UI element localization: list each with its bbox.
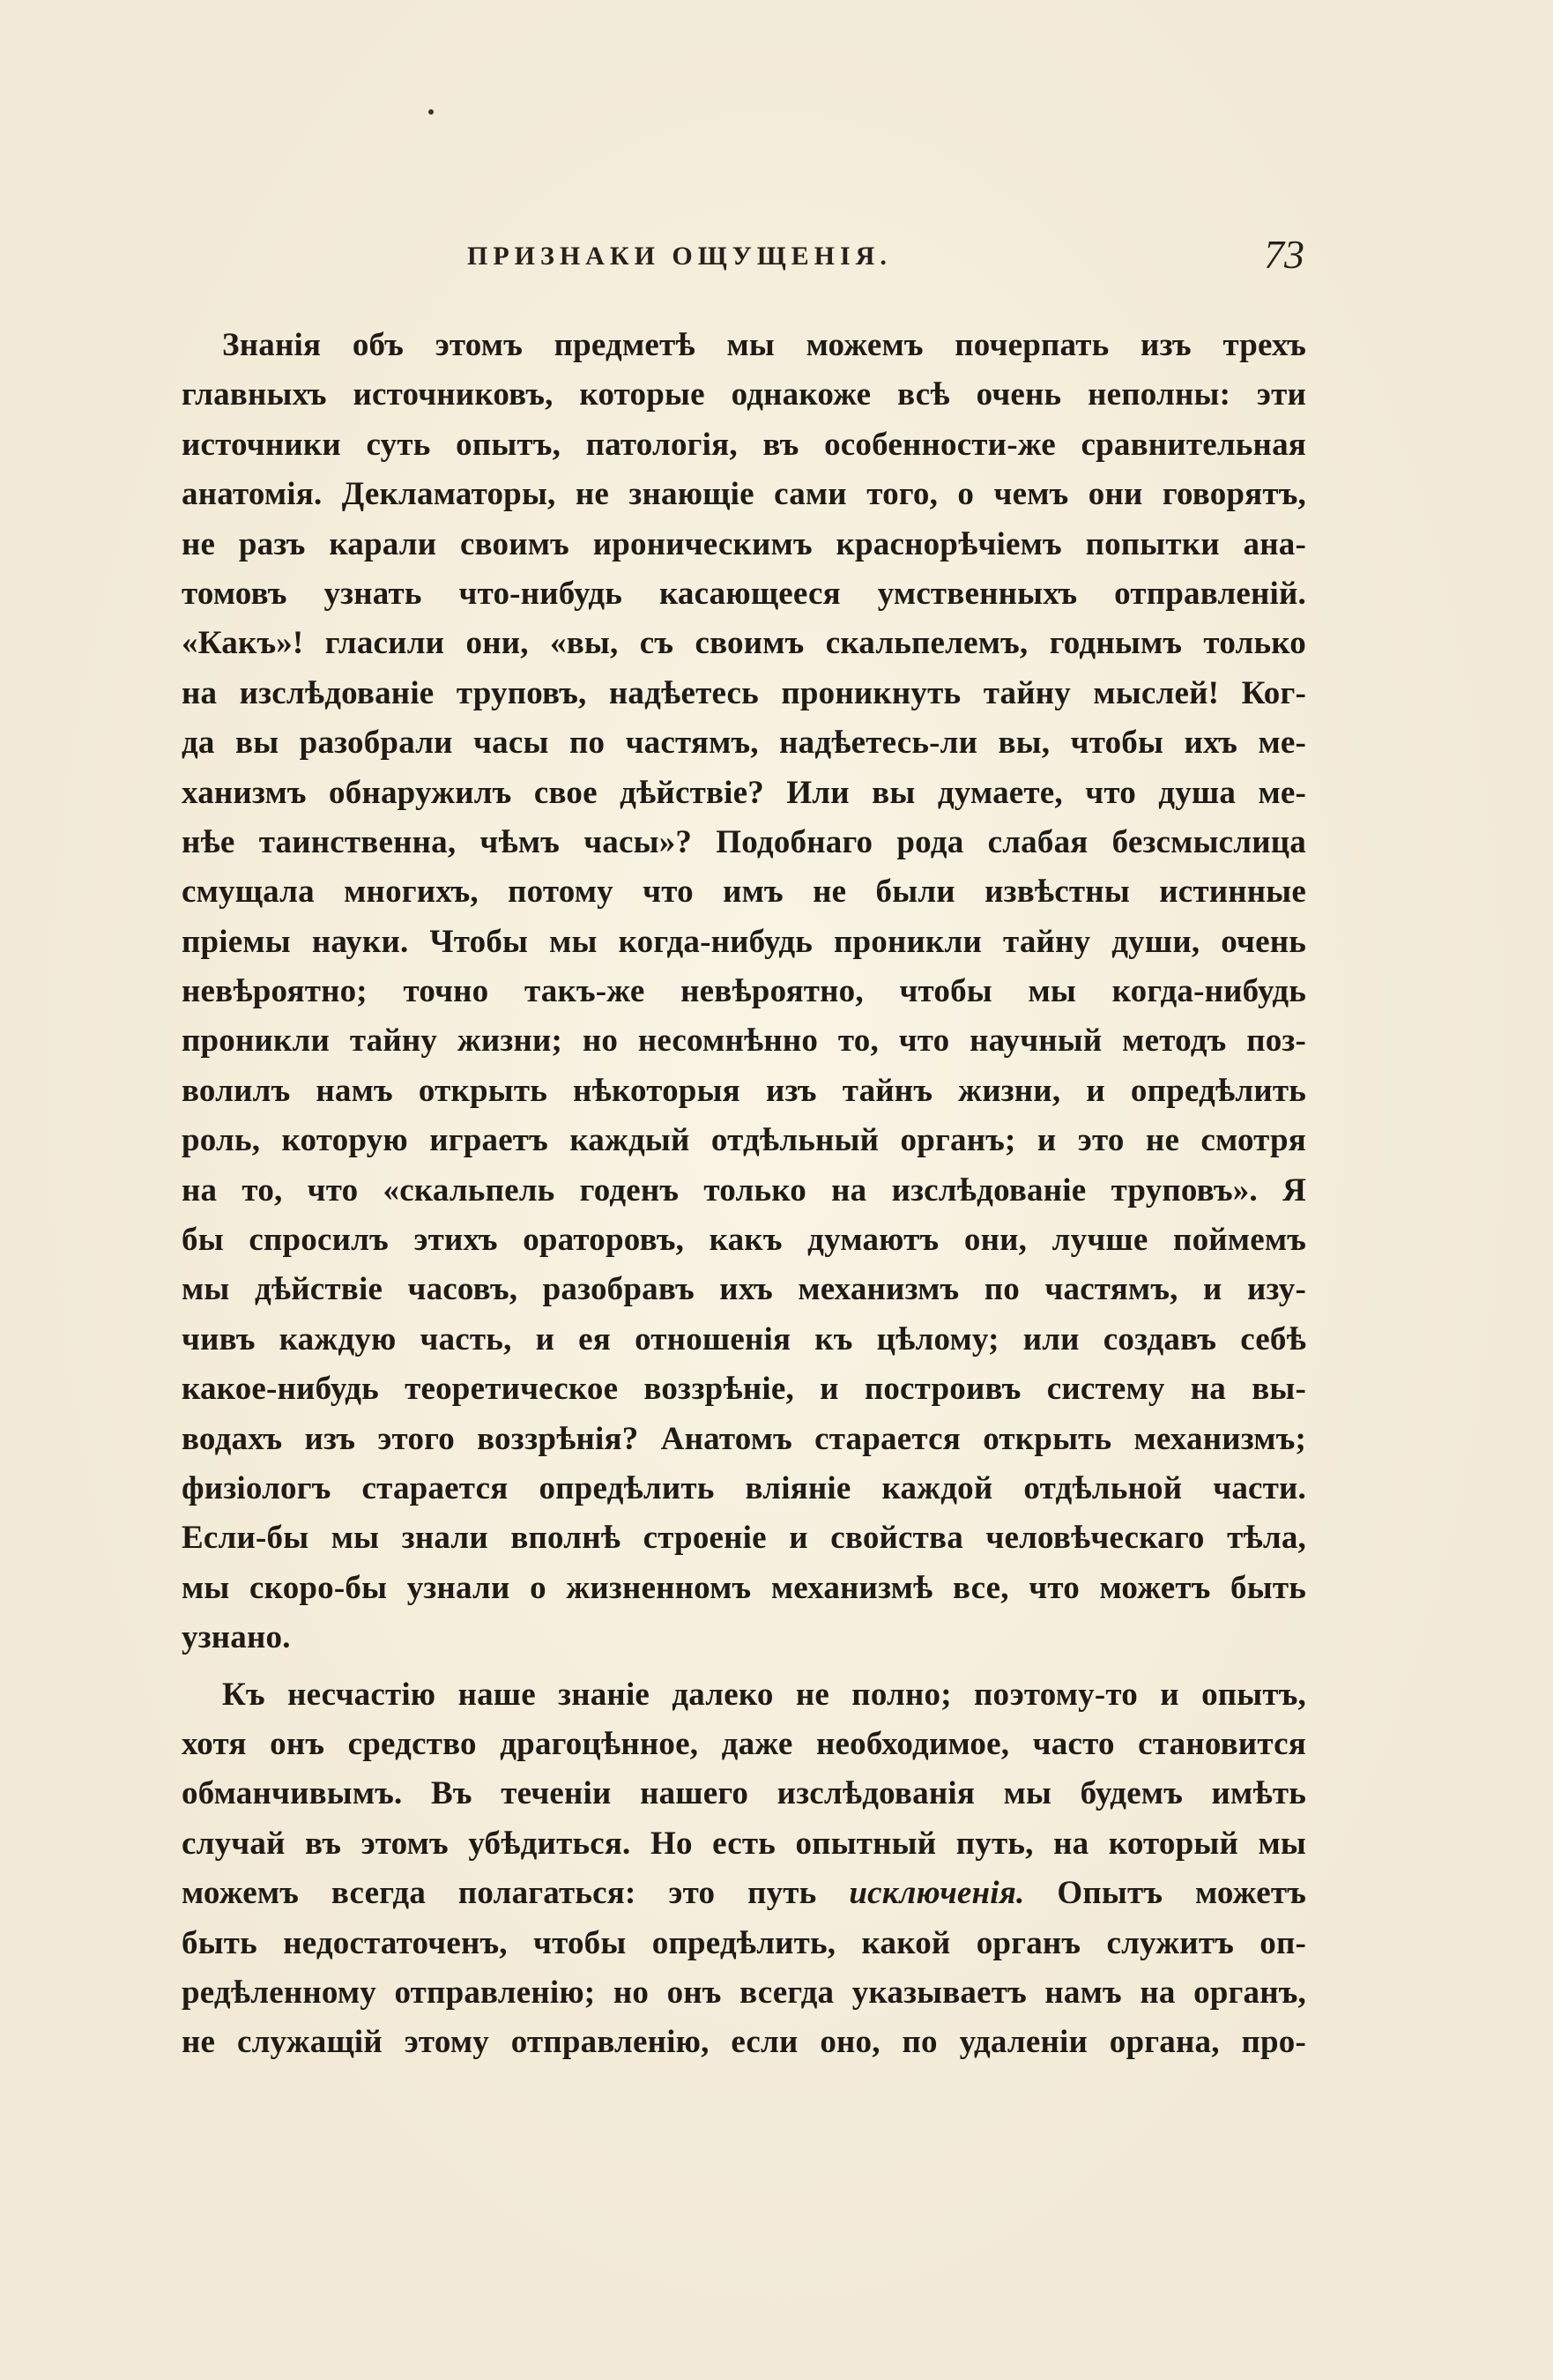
text-line: источники суть опытъ, патологія, въ особенности-же сравнительная [182, 426, 1306, 463]
text-line: случай въ этомъ убѣдиться. Но есть опытный путь, на который мы [182, 1825, 1306, 1862]
text-line: да вы разобрали часы по частямъ, надѣетесь-ли вы, чтобы ихъ ме- [182, 725, 1306, 762]
text-line: Знанія объ этомъ предметѣ мы можемъ почерпать изъ трехъ [222, 327, 1306, 363]
text-line: «Какъ»! гласили они, «вы, съ своимъ скальпелемъ, годнымъ только [182, 625, 1306, 662]
text-line: не служащій этому отправленію, если оно, по удаленіи органа, про- [182, 2024, 1306, 2061]
text-line: томовъ узнать что-нибудь касающееся умственныхъ отправленій. [182, 575, 1306, 612]
text-line: не разъ карали своимъ ироническимъ краснорѣчіемъ попытки ана- [182, 525, 1306, 562]
text-line: невѣроятно; точно такъ-же невѣроятно, чтобы мы когда-нибудь [182, 973, 1306, 1010]
text-line: водахъ изъ этого воззрѣнія? Анатомъ старается открыть механизмъ; [182, 1420, 1306, 1457]
text-line: анатомія. Декламаторы, не знающіе сами того, о чемъ они говорятъ, [182, 476, 1306, 513]
text-line: узнано. [182, 1619, 291, 1656]
text-line: быть недостаточенъ, чтобы опредѣлить, какой органъ служитъ оп- [182, 1924, 1306, 1961]
text-line: смущала многихъ, потому что имъ не были извѣстны истинные [182, 874, 1306, 911]
text-line: хотя онъ средство драгоцѣнное, даже необходимое, часто становится [182, 1725, 1306, 1762]
text-line: на то, что «скальпель годенъ только на изслѣдованіе труповъ». Я [182, 1171, 1306, 1209]
text-line: какое-нибудь теоретическое воззрѣніе, и построивъ систему на вы- [182, 1371, 1306, 1408]
text-line: физіологъ старается опредѣлить вліяніе каждой отдѣльной части. [182, 1469, 1306, 1506]
paragraph-2 [182, 1670, 1306, 2068]
text-line: роль, которую играетъ каждый отдѣльный органъ; и это не смотря [182, 1122, 1306, 1159]
text-line: волилъ намъ открыть нѣкоторыя изъ тайнъ жизни, и опредѣлить [182, 1072, 1306, 1109]
text-line: на изслѣдованіе труповъ, надѣетесь проникнуть тайну мыслей! Ког- [182, 674, 1306, 711]
text-line: ханизмъ обнаружилъ свое дѣйствіе? Или вы думаете, что душа ме- [182, 774, 1306, 811]
text-segment: Опытъ можетъ [1024, 1875, 1306, 1912]
text-line: нѣе таинственна, чѣмъ часы»? Подобнаго рода слабая безсмыслица [182, 823, 1306, 860]
text-line: Къ несчастію наше знаніе далеко не полно; поэтому-то и опытъ, [222, 1676, 1306, 1713]
ink-speck [428, 109, 434, 115]
text-line: мы скоро-бы узнали о жизненномъ механизмѣ все, что можетъ быть [182, 1569, 1306, 1606]
italic-term: исключенія. [849, 1875, 1025, 1912]
text-line: проникли тайну жизни; но несомнѣнно то, что научный методъ поз- [182, 1023, 1306, 1060]
page-number: 73 [1264, 232, 1304, 277]
paragraph-1 [182, 321, 1306, 1663]
text-line: редѣленному отправленію; но онъ всегда указываетъ намъ на органъ, [182, 1974, 1306, 2011]
text-line: бы спросилъ этихъ ораторовъ, какъ думаютъ они, лучше поймемъ [182, 1222, 1306, 1259]
text-line-with-italic [182, 1869, 1306, 1918]
running-title: ПРИЗНАКИ ОЩУЩЕНІЯ. [467, 242, 892, 271]
text-segment: можемъ всегда полагаться: это путь [182, 1875, 850, 1912]
text-line: пріемы науки. Чтобы мы когда-нибудь проникли тайну души, очень [182, 923, 1306, 960]
text-line: главныхъ источниковъ, которые однакоже всѣ очень неполны: эти [182, 376, 1306, 413]
text-line: обманчивымъ. Въ теченіи нашего изслѣдованія мы будемъ имѣть [182, 1775, 1306, 1812]
text-line: Если-бы мы знали вполнѣ строеніе и свойства человѣческаго тѣла, [182, 1520, 1306, 1557]
text-line: чивъ каждую часть, и ея отношенія къ цѣлому; или создавъ себѣ [182, 1320, 1306, 1357]
body-text [182, 321, 1306, 2068]
paragraph-gap [182, 1663, 1306, 1670]
text-line: мы дѣйствіе часовъ, разобравъ ихъ механизмъ по частямъ, и изу- [182, 1271, 1306, 1308]
